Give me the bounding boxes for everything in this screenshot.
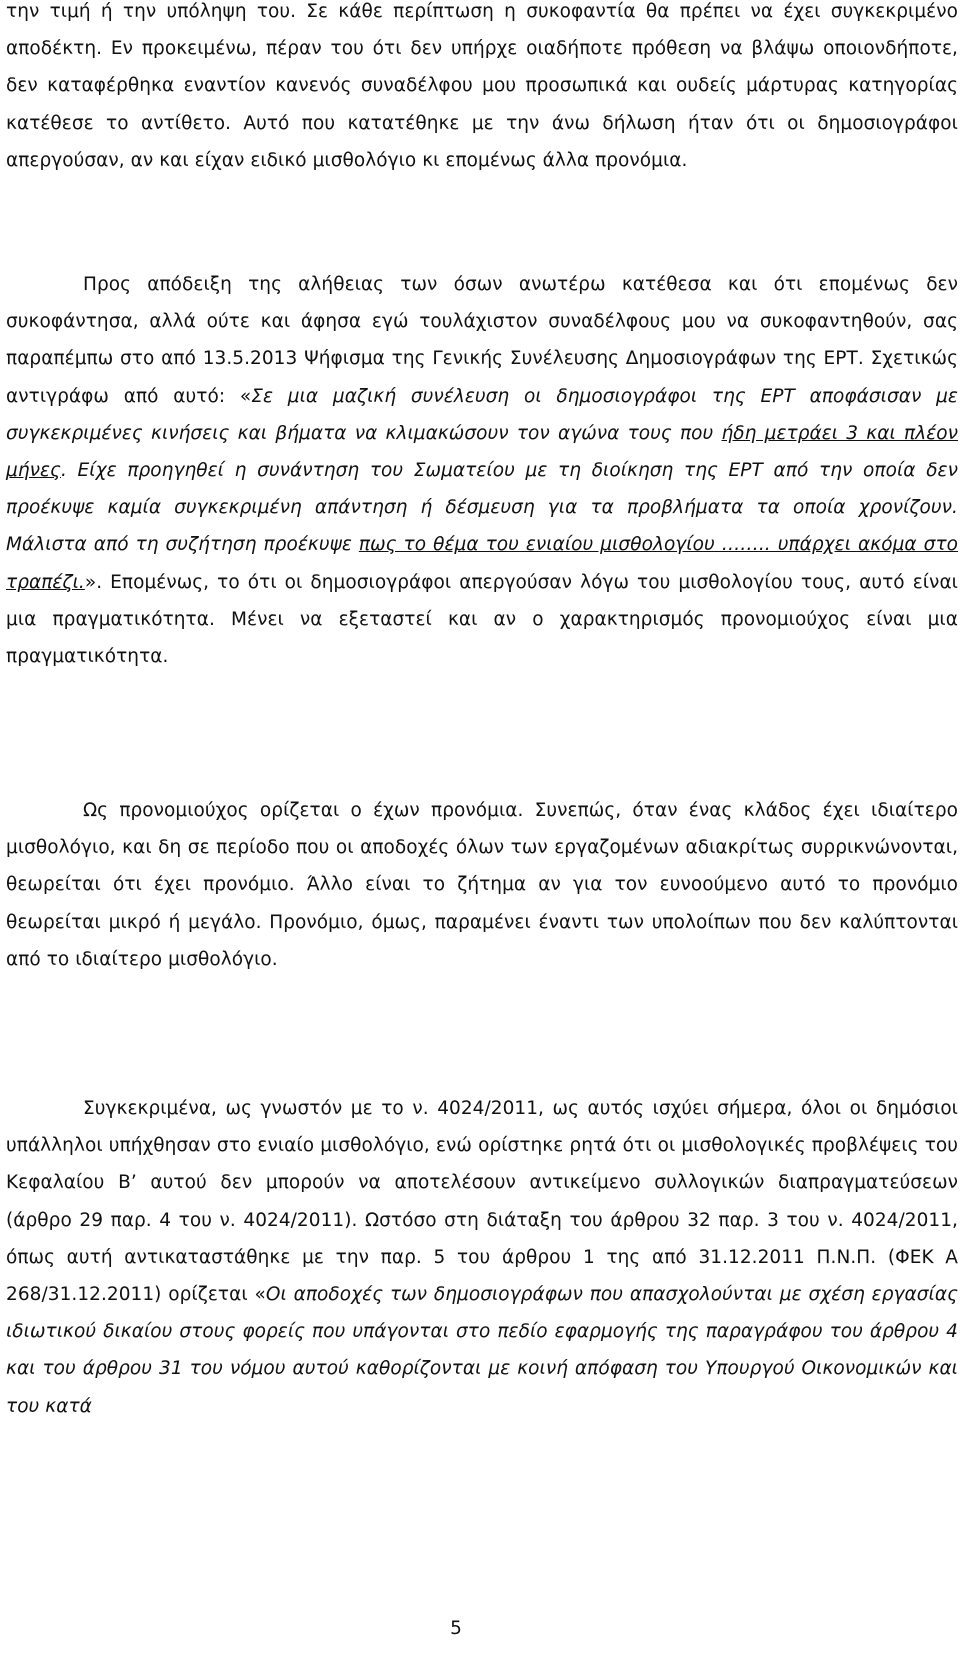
resolution-quote-part-2: . Είχε προηγηθεί η συνάντηση του Σωματείου με τη διοίκηση της ΕΡΤ από την οποία δεν προέκυψε καμία συγκεκριμένη απάντηση ή δέσμευση για τα προβλήματα τα οποία χρονίζουν. Μάλιστα από τη συζήτηση προέκυψε: [6, 460, 958, 556]
resolution-quote-part-1: Σε μια μαζική συνέλευση οι δημοσιογράφοι της ΕΡΤ αποφάσισαν με συγκεκριμένες κινήσεις και βήματα να κλιμακώσουν τον αγώνα τους που: [6, 385, 958, 444]
page-number: 5: [450, 1618, 462, 1639]
paragraph-2: [6, 266, 958, 675]
resolution-quote-underlined-2: πως το θέμα του ενιαίου μισθολογίου …….. υπάρχει ακόμα στο τραπέζι.: [6, 534, 959, 593]
paragraph-4: [6, 1090, 958, 1425]
paragraph-2-intro: Προς απόδειξη της αλήθειας των όσων ανωτέρω κατέθεσα και ότι επομένως δεν συκοφάντησα, αλλά ούτε και άφησα εγώ τουλάχιστον συναδέλφους μου να συκοφαντηθούν, σας παραπέμπω στο από 13.5.2013 Ψήφισμα της Γενικής Συνέλευσης Δημοσιογράφων της ΕΡΤ. Σχετικώς αντιγράφω από αυτό: «: [6, 274, 958, 407]
paragraph-3: Ως προνομιούχος ορίζεται ο έχων προνόμια. Συνεπώς, όταν ένας κλάδος έχει ιδιαίτερο μισθολόγιο, και δη σε περίοδο που οι αποδοχές όλων των εργαζομένων αδιακρίτως συρρικνώνονται, θεωρείται ότι έχει προνόμιο. Άλλο είναι το ζήτημα αν για τον ευνοούμενο αυτό το προνόμιο θεωρείται μικρό ή μεγάλο. Προνόμιο, όμως, παραμένει έναντι των υπολοίπων που δεν καλύπτονται από το ιδιαίτερο μισθολόγιο.: [6, 800, 958, 970]
resolution-quote-underlined-1: ήδη μετράει 3 και πλέον μήνες: [6, 422, 959, 482]
document-page: [6, 0, 958, 1656]
paragraph-2-outro: ». Επομένως, το ότι οι δημοσιογράφοι απεργούσαν λόγω του μισθολογίου τους, αυτό είναι μια πραγματικότητα. Μένει να εξεταστεί και αν ο χαρακτηρισμός προνομιούχος είναι μια πραγματικότητα.: [6, 571, 958, 668]
paragraph-1: την τιμή ή την υπόληψη του. Σε κάθε περίπτωση η συκοφαντία θα πρέπει να έχει συγκεκριμένο αποδέκτη. Εν προκειμένω, πέραν του ότι δεν υπήρχε οιαδήποτε πρόθεση να βλάψω οποιονδήποτε, δεν καταφέρθηκα εναντίον κανενός συναδέλφου μου προσωπικά και ουδείς μάρτυρας κατηγορίας κατέθεσε το αντίθετο. Αυτό που κατατέθηκε με την άνω δήλωση ήταν ότι οι δημοσιογράφοι απεργούσαν, αν και είχαν ειδικό μισθολόγιο κι επομένως άλλα προνόμια.: [6, 1, 958, 171]
law-quote: Οι αποδοχές των δημοσιογράφων που απασχολούνται με σχέση εργασίας ιδιωτικού δικαίου στους φορείς που υπάγονται στο πεδίο εφαρμογής της παραγράφου του άρθρου 4 και του άρθρου 31 του νόμου αυτού καθορίζονται με κοινή απόφαση του Υπουργού Οικονομικών και του κατά: [6, 1284, 959, 1417]
paragraph-4-intro: Συγκεκριμένα, ως γνωστόν με το ν. 4024/2011, ως αυτός ισχύει σήμερα, όλοι οι δημόσιοι υπάλληλοι υπήχθησαν στο ενιαίο μισθολόγιο, ενώ ορίστηκε ρητά ότι οι μισθολογικές προβλέψεις του Κεφαλαίου Β’ αυτού δεν μπορούν να αποτελέσουν αντικείμενο συλλογικών διαπραγματεύσεων (άρθρο 29 παρ. 4 του ν. 4024/2011). Ωστόσο στη διάταξη του άρθρου 32 παρ. 3 του ν. 4024/2011, όπως αυτή αντικαταστάθηκε με την παρ. 5 του άρθρου 1 της από 31.12.2011 Π.Ν.Π. (ΦΕΚ Α 268/31.12.2011) ορίζεται «: [6, 1098, 958, 1306]
